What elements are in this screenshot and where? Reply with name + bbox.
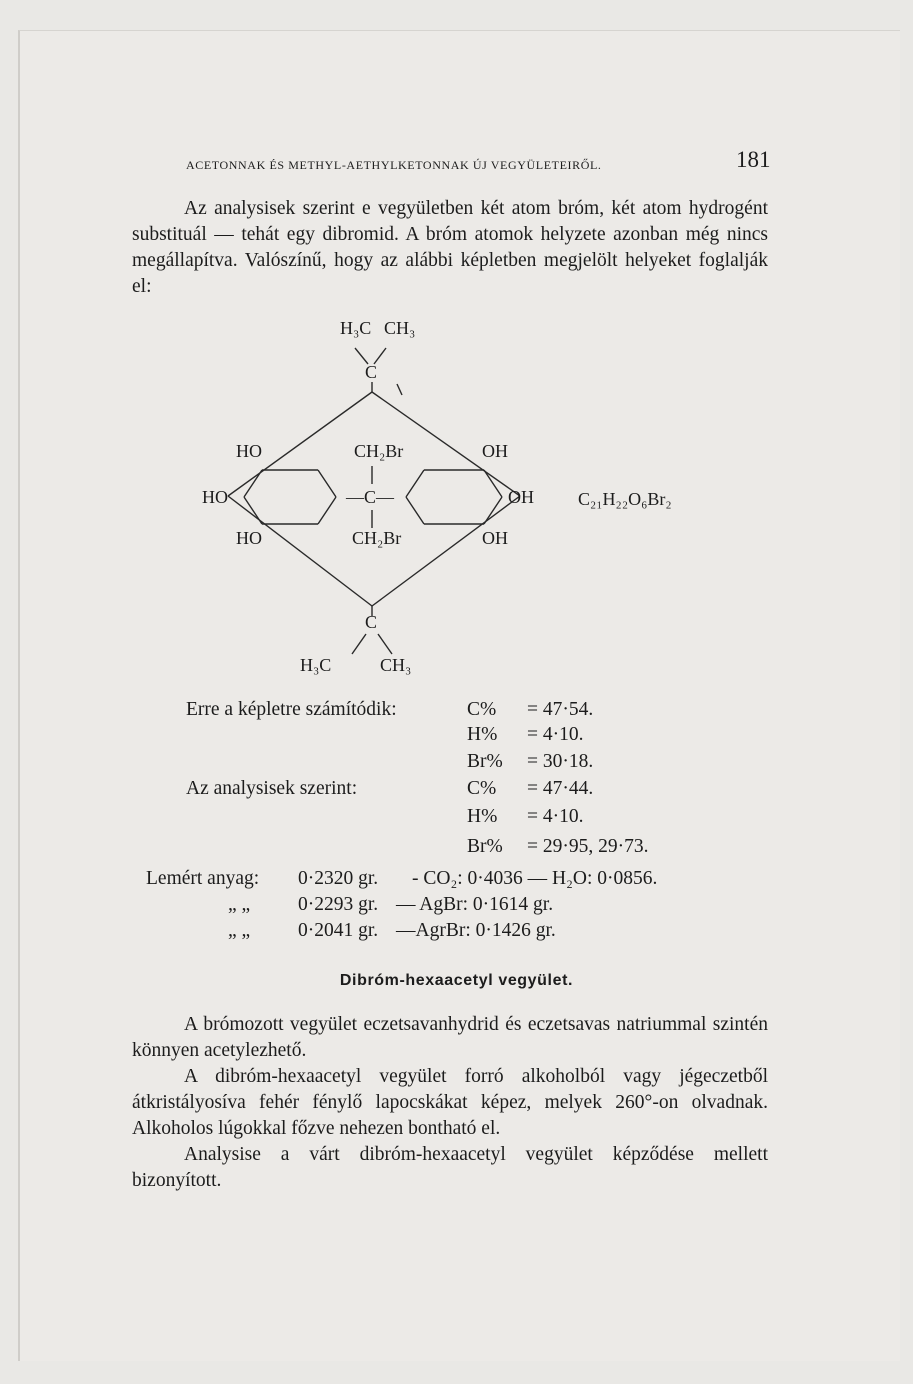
paragraph-crystallization-text: A dibróm-hexaacetyl vegyület forró alkoholból vagy jégeczetből átkristályosíva fehér fénylő lapocskákat képez, melyek 260°-on olvadnak. Alkoholos lúgokkal főzve nehezen bontható el. (132, 1066, 768, 1139)
computed-h-label: H% (467, 724, 498, 745)
paragraph-analysis-text: Analysise a várt dibróm-hexaacetyl vegyület képződése mellett bizonyított. (132, 1144, 768, 1191)
bromomethyl-2: CH₂Br (352, 528, 402, 548)
weights-label: Lemért anyag: (146, 868, 260, 889)
weight-sample-2: 0·2293 gr. (298, 894, 379, 915)
found-h-label: H% (467, 806, 498, 827)
paragraph-analysis (132, 1142, 768, 1194)
top-methyl-left: H₃C (340, 318, 372, 338)
computed-label: Erre a képletre számítódik: (186, 699, 397, 720)
paragraph-acetylation (132, 1012, 768, 1064)
found-br-value: = 29·95, 29·73. (527, 836, 649, 857)
ditto-2: „ „ (228, 920, 251, 941)
computed-c-label: C% (467, 699, 497, 720)
paragraph-crystallization (132, 1064, 768, 1142)
found-label: Az analysisek szerint: (186, 778, 358, 799)
computed-c-value: = 47·54. (527, 699, 594, 720)
found-br-label: Br% (467, 836, 503, 857)
running-title: ACETONNAK ÉS METHYL-AETHYLKETONNAK ÚJ VEGYÜLETEIRŐL. (186, 158, 602, 172)
bromomethyl-1: CH₂Br (354, 441, 404, 461)
computed-h-value: = 4·10. (527, 724, 584, 745)
weight-rest-3: —AgrBr: 0·1426 gr. (396, 920, 556, 941)
top-methyl-right: CH₃ (384, 318, 416, 338)
molecular-formula: C₂₁H₂₂O₆Br₂ (578, 489, 672, 509)
bottom-methyl-right: CH₃ (380, 655, 412, 675)
page-number: 181 (736, 147, 771, 172)
found-c-value: = 47·44. (527, 778, 594, 799)
paragraph-acetylation-text: A brómozott vegyület eczetsavanhydrid és eczetsavas natriummal szintén könnyen acetylezhető. (132, 1014, 768, 1061)
weight-sample-3: 0·2041 gr. (298, 920, 379, 941)
weight-rest-2: — AgBr: 0·1614 gr. (396, 894, 554, 915)
weight-sample-1: 0·2320 gr. (298, 868, 379, 889)
hydroxyl-1: HO (236, 441, 262, 461)
section-heading: Dibróm-hexaacetyl vegyület. (339, 972, 574, 989)
top-carbon: C (365, 362, 378, 382)
intro-text: Az analysisek szerint e vegyületben két atom bróm, két atom hydrogént substituál — tehát egy dibromid. A bróm atomok helyzete azonban még nincs megállapítva. Valószínű, hogy az alábbi képletben megjelölt helyeket foglalják el: (132, 198, 768, 297)
hydroxyl-5: HO (236, 528, 262, 548)
hydroxyl-6: OH (482, 528, 508, 548)
found-h-value: = 4·10. (527, 806, 584, 827)
found-c-label: C% (467, 778, 497, 799)
weight-rest-1: - CO₂: 0·4036 — H₂O: 0·0856. (412, 868, 658, 889)
hydroxyl-3: HO (202, 487, 228, 507)
computed-br-label: Br% (467, 751, 503, 772)
bottom-methyl-left: H₃C (300, 655, 332, 675)
computed-br-value: = 30·18. (527, 751, 594, 772)
hydroxyl-2: OH (482, 441, 508, 461)
bottom-carbon: C (365, 612, 378, 632)
central-carbon: —C— (346, 487, 395, 507)
hydroxyl-4: OH (508, 487, 534, 507)
ditto-1: „ „ (228, 894, 251, 915)
